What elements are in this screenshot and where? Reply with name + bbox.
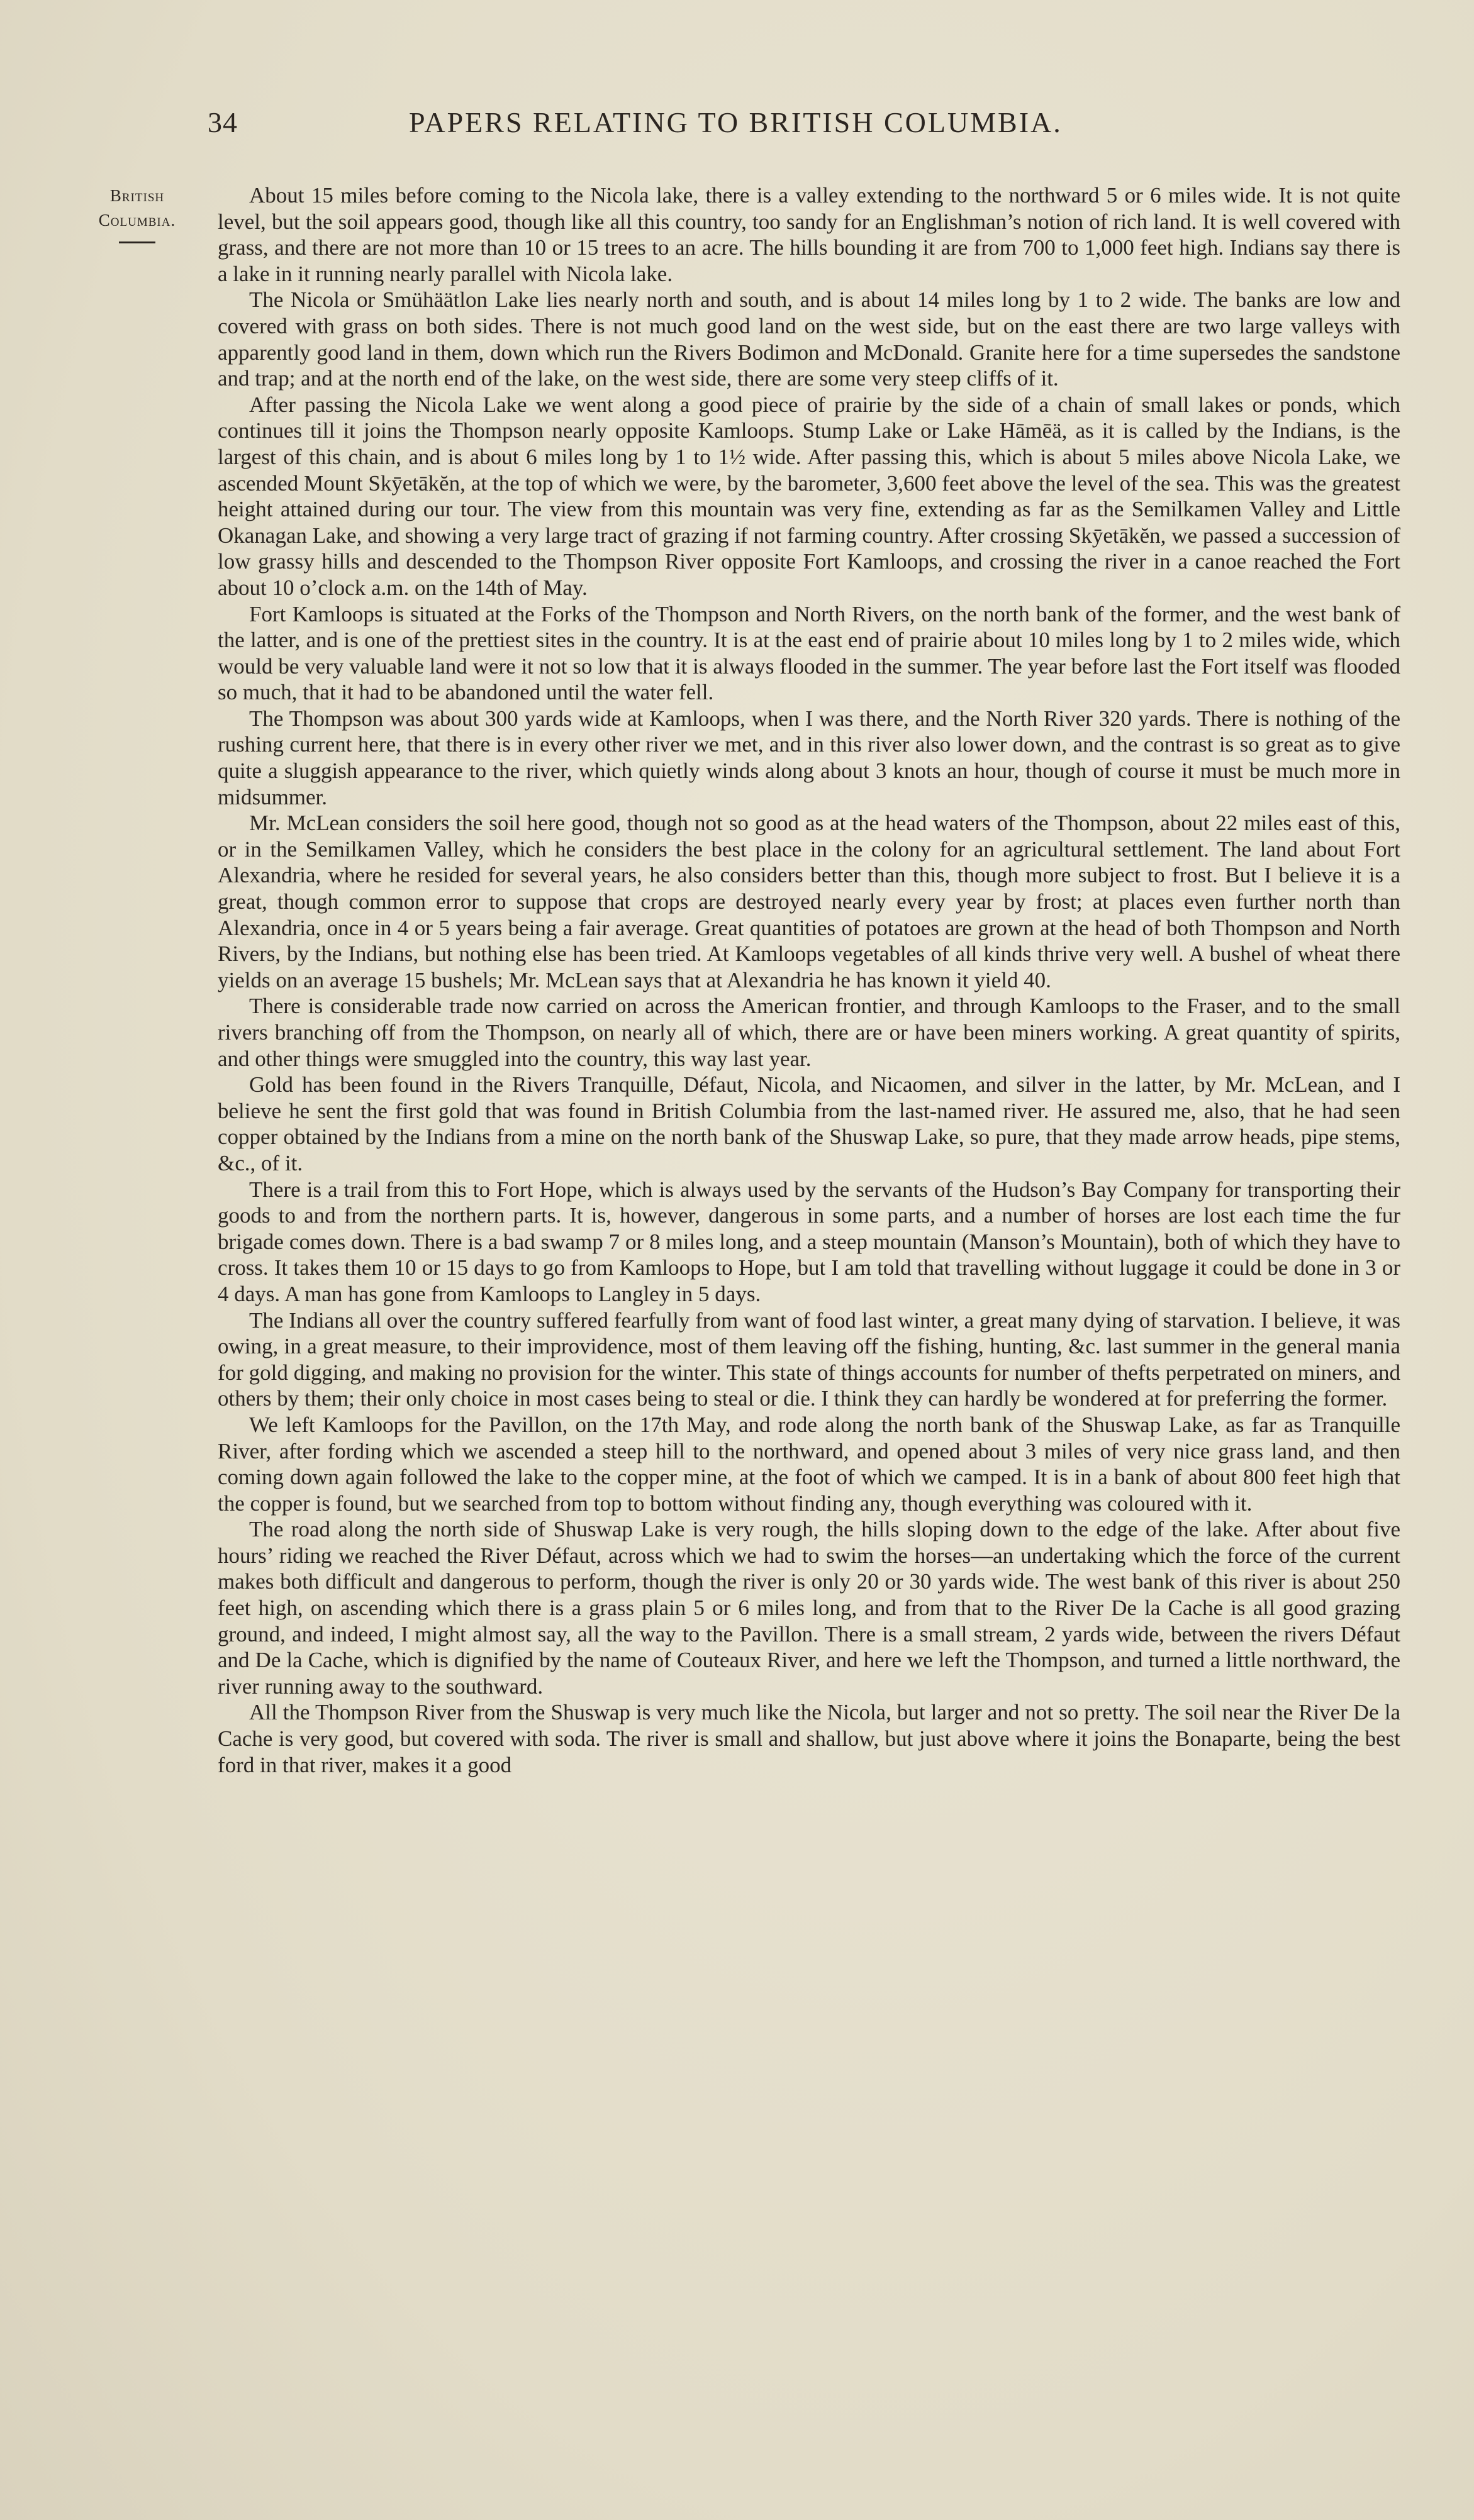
paragraph: The road along the north side of Shuswap Lake is very rough, the hills sloping down to the edge of the lake. After about five hours’ riding we reached the River Défaut, across which we had to swim the horses—an undertaking which the force of the current makes both difficult and dangerous to perform, though the river is only 20 or 30 yards wide. The west bank of this river is about 250 feet high, on ascending which there is a grass plain 5 or 6 miles long, and from that to the River De la Cache is all good grazing ground, and indeed, I might almost say, all the way to the Pavillon. There is a small stream, 2 yards wide, between the rivers Défaut and De la Cache, which is dignified by the name of Couteaux River, and here we left the Thompson, and turned a little northward, the river running away to the southward. (218, 1517, 1400, 1699)
paragraph: The Indians all over the country suffered fearfully from want of food last winter, a great many dying of starvation. I believe, it was owing, in a great measure, to their improvidence, most of them leaving off the fishing, hunting, &c. last summer in the general mania for gold digging, and making no provision for the winter. This state of things accounts for number of thefts perpetrated on miners, and others by them; their only choice in most cases being to steal or die. I think they can hardly be wondered at for preferring the former. (218, 1307, 1400, 1411)
margin-note (74, 184, 200, 243)
paragraph: All the Thompson River from the Shuswap is very much like the Nicola, but larger and not so pretty. The soil near the River De la Cache is very good, but covered with soda. The river is small and shallow, but just above where it joins the Bonaparte, being the best ford in that river, makes it a good (218, 1700, 1400, 1777)
paragraph: There is a trail from this to Fort Hope, which is always used by the servants of the Hudson’s Bay Company for transporting their goods to and from the northern parts. It is, however, dangerous in some parts, and a number of horses are lost each time the fur brigade comes down. There is a bad swamp 7 or 8 miles long, and a steep mountain (Manson’s Mountain), both of which they have to cross. It takes them 10 or 15 days to go from Kamloops to Hope, but I am told that travelling without luggage it could be done in 3 or 4 days. A man has gone from Kamloops to Langley in 5 days. (218, 1177, 1400, 1306)
paragraph: Gold has been found in the Rivers Tranquille, Défaut, Nicola, and Nicaomen, and silver in the latter, by Mr. McLean, and I believe he sent the first gold that was found in British Columbia from the last-named river. He assured me, also, that he had seen copper obtained by the Indians from a mine on the north bank of the Shuswap Lake, so pure, that they made arrow heads, pipe stems, &c., of it. (218, 1072, 1400, 1175)
page-header (208, 106, 1277, 150)
margin-rule (119, 241, 155, 243)
margin-note-line-2: Columbia. (98, 211, 176, 230)
margin-note-line-1: British (109, 186, 165, 205)
paragraph: The Nicola or Smühäätlon Lake lies nearly north and south, and is about 14 miles long by 1 to 2 wide. The banks are low and covered with grass on both sides. There is not much good land on the west side, but on the east there are two large valleys with apparently good land in them, down which run the Rivers Bodimon and McDonald. Granite here for a time supersedes the sandstone and trap; and at the north end of the lake, on the west side, there are some very steep cliffs of it. (218, 287, 1400, 391)
paragraph: The Thompson was about 300 yards wide at Kamloops, when I was there, and the North River 320 yards. There is nothing of the rushing current here, that there is in every other river we met, and in this river also lower down, and the contrast is so great as to give quite a sluggish appearance to the river, which quietly winds along about 3 knots an hour, though of course it must be much more in midsummer. (218, 706, 1400, 809)
paragraph: There is considerable trade now carried on across the American frontier, and through Kamloops to the Fraser, and to the small rivers branching off from the Thompson, on nearly all of which, there are or have been miners working. A great quantity of spirits, and other things were smuggled into the country, this way last year. (218, 994, 1400, 1071)
page-number: 34 (208, 106, 238, 138)
paragraph: About 15 miles before coming to the Nicola lake, there is a valley extending to the northward 5 or 6 miles wide. It is not quite level, but the soil appears good, though like all this country, too sandy for an Englishman’s notion of rich land. It is well covered with grass, and there are not more than 10 or 15 trees to an acre. The hills bounding it are from 700 to 1,000 feet high. Indians say there is a lake in it running nearly parallel with Nicola lake. (218, 183, 1400, 286)
paragraph: Mr. McLean considers the soil here good, though not so good as at the head waters of the Thompson, about 22 miles east of this, or in the Semilkamen Valley, which he considers the best place in the colony for an agricultural settlement. The land about Fort Alexandria, where he resided for several years, he also considers better than this, though more subject to frost. But I believe it is a great, though common error to suppose that crops are destroyed nearly every year by frost; at places even further north than Alexandria, once in 4 or 5 years being a fair average. Great quantities of potatoes are grown at the head of both Thompson and North Rivers, by the Indians, but nothing else has been tried. At Kamloops vegetables of all kinds thrive very well. A bushel of wheat there yields on an average 15 bushels; Mr. McLean says that at Alexandria he has known it yield 40. (218, 811, 1400, 992)
paragraph: We left Kamloops for the Pavillon, on the 17th May, and rode along the north bank of the Shuswap Lake, as far as Tranquille River, after fording which we ascended a steep hill to the northward, and opened about 3 miles of very nice grass land, and then coming down again followed the lake to the copper mine, at the foot of which we camped. It is in a bank of about 800 feet high that the copper is found, but we searched from top to bottom without finding any, though everything was coloured with it. (218, 1412, 1400, 1516)
body-text (218, 182, 1400, 1778)
paragraph: Fort Kamloops is situated at the Forks of the Thompson and North Rivers, on the north bank of the former, and the west bank of the latter, and is one of the prettiest sites in the country. It is at the east end of prairie about 10 miles long by 1 to 2 miles wide, which would be very valuable land were it not so low that it is always flooded in the summer. The year before last the Fort itself was flooded so much, that it had to be abandoned until the water fell. (218, 601, 1400, 705)
running-title: PAPERS RELATING TO BRITISH COLUMBIA. (409, 106, 1063, 138)
paragraph: After passing the Nicola Lake we went along a good piece of prairie by the side of a chain of small lakes or ponds, which continues till it joins the Thompson nearly opposite Kamloops. Stump Lake or Lake Hāmēä, as it is called by the Indians, is the largest of this chain, and is about 6 miles long by 1 to 1½ wide. After passing this, which is about 5 miles above Nicola Lake, we ascended Mount Skȳetākĕn, at the top of which we were, by the barometer, 3,600 feet above the level of the sea. This was the greatest height attained during our tour. The view from this mountain was very fine, extending as far as the Semilkamen Valley and Little Okanagan Lake, and showing a very large tract of grazing if not farming country. After crossing Skȳetākĕn, we passed a succession of low grassy hills and descended to the Thompson River opposite Fort Kamloops, and crossing the river in a canoe reached the Fort about 10 o’clock a.m. on the 14th of May. (218, 392, 1400, 600)
